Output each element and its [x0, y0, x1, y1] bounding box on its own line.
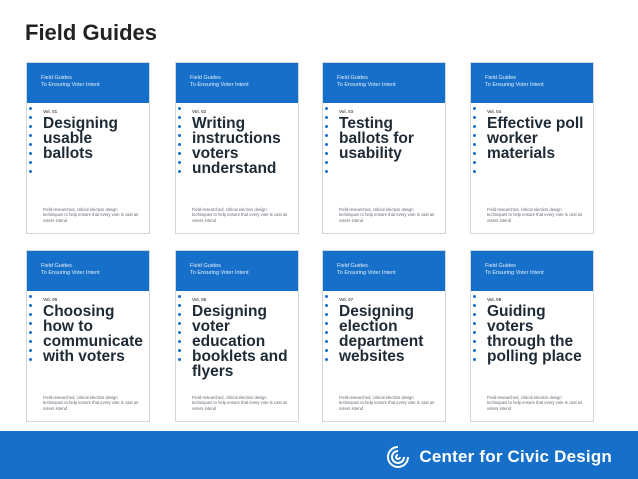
- guide-blurb: Field-researched, critical election design techniques to help ensure that every vote is cast as voters intend: [43, 206, 139, 223]
- series-label: Field Guides To Ensuring Voter Intent: [337, 75, 396, 88]
- guide-cover-card[interactable]: [470, 62, 594, 234]
- margin-dots: [29, 107, 33, 173]
- guide-blurb: Field-researched, critical election design techniques to help ensure that every vote is cast as voters intend: [43, 394, 139, 411]
- guide-cover-card[interactable]: [26, 250, 150, 422]
- series-label: Field Guides To Ensuring Voter Intent: [485, 75, 544, 88]
- page-title: Field Guides: [25, 20, 158, 45]
- guide-blurb: Field-researched, critical election design techniques to help ensure that every vote is cast as voters intend: [192, 206, 288, 223]
- margin-dots: [178, 107, 182, 173]
- brand-name: Center for Civic Design: [419, 447, 612, 466]
- volume-label: Vol. 04: [487, 109, 502, 114]
- volume-label: Vol. 01: [43, 109, 58, 114]
- cover-header: [27, 251, 149, 291]
- margin-dots: [473, 107, 477, 173]
- volume-label: Vol. 05: [43, 297, 58, 302]
- guide-blurb: Field-researched, critical election design techniques to help ensure that every vote is cast as voters intend: [192, 394, 288, 411]
- guide-cover-card[interactable]: [322, 62, 446, 234]
- series-label: Field Guides To Ensuring Voter Intent: [485, 263, 544, 276]
- guide-title: Choosing how to communicate with voters: [43, 303, 143, 365]
- series-label: Field Guides To Ensuring Voter Intent: [190, 75, 249, 88]
- guide-cover-card[interactable]: [470, 250, 594, 422]
- guide-title: Effective poll worker materials: [487, 115, 584, 162]
- volume-label: Vol. 03: [339, 109, 354, 114]
- guide-blurb: Field-researched, critical election design techniques to help ensure that every vote is cast as voters intend: [339, 206, 435, 223]
- series-label: Field Guides To Ensuring Voter Intent: [190, 263, 249, 276]
- guide-blurb: Field-researched, critical election design techniques to help ensure that every vote is cast as voters intend: [487, 206, 583, 223]
- cover-header: [323, 251, 445, 291]
- volume-label: Vol. 02: [192, 109, 207, 114]
- cover-header: [323, 63, 445, 103]
- volume-label: Vol. 07: [339, 297, 354, 302]
- guide-title: Designing election department websites: [339, 303, 424, 365]
- guide-cover-card[interactable]: [322, 250, 446, 422]
- brand-lockup[interactable]: [385, 444, 612, 470]
- series-label: Field Guides To Ensuring Voter Intent: [337, 263, 396, 276]
- guide-title: Designing voter education booklets and flyers: [192, 303, 288, 380]
- margin-dots: [178, 295, 182, 361]
- cover-header: [176, 251, 298, 291]
- volume-label: Vol. 06: [192, 297, 207, 302]
- cover-header: [471, 63, 593, 103]
- concentric-arc-logo-icon: [385, 444, 411, 470]
- guide-title: Testing ballots for usability: [339, 115, 414, 162]
- margin-dots: [29, 295, 33, 361]
- footer-band: [0, 431, 638, 479]
- margin-dots: [325, 107, 329, 173]
- guide-cover-card[interactable]: [175, 250, 299, 422]
- series-label: Field Guides To Ensuring Voter Intent: [41, 263, 100, 276]
- margin-dots: [325, 295, 329, 361]
- guide-cover-card[interactable]: [26, 62, 150, 234]
- guide-cover-card[interactable]: [175, 62, 299, 234]
- cover-header: [176, 63, 298, 103]
- guide-blurb: Field-researched, critical election design techniques to help ensure that every vote is cast as voters intend: [487, 394, 583, 411]
- guide-title: Writing instructions voters understand: [192, 115, 281, 177]
- series-label: Field Guides To Ensuring Voter Intent: [41, 75, 100, 88]
- margin-dots: [473, 295, 477, 361]
- guide-title: Guiding voters through the polling place: [487, 303, 582, 365]
- guide-title: Designing usable ballots: [43, 115, 118, 162]
- cover-header: [471, 251, 593, 291]
- volume-label: Vol. 08: [487, 297, 502, 302]
- cover-header: [27, 63, 149, 103]
- guide-blurb: Field-researched, critical election design techniques to help ensure that every vote is cast as voters intend: [339, 394, 435, 411]
